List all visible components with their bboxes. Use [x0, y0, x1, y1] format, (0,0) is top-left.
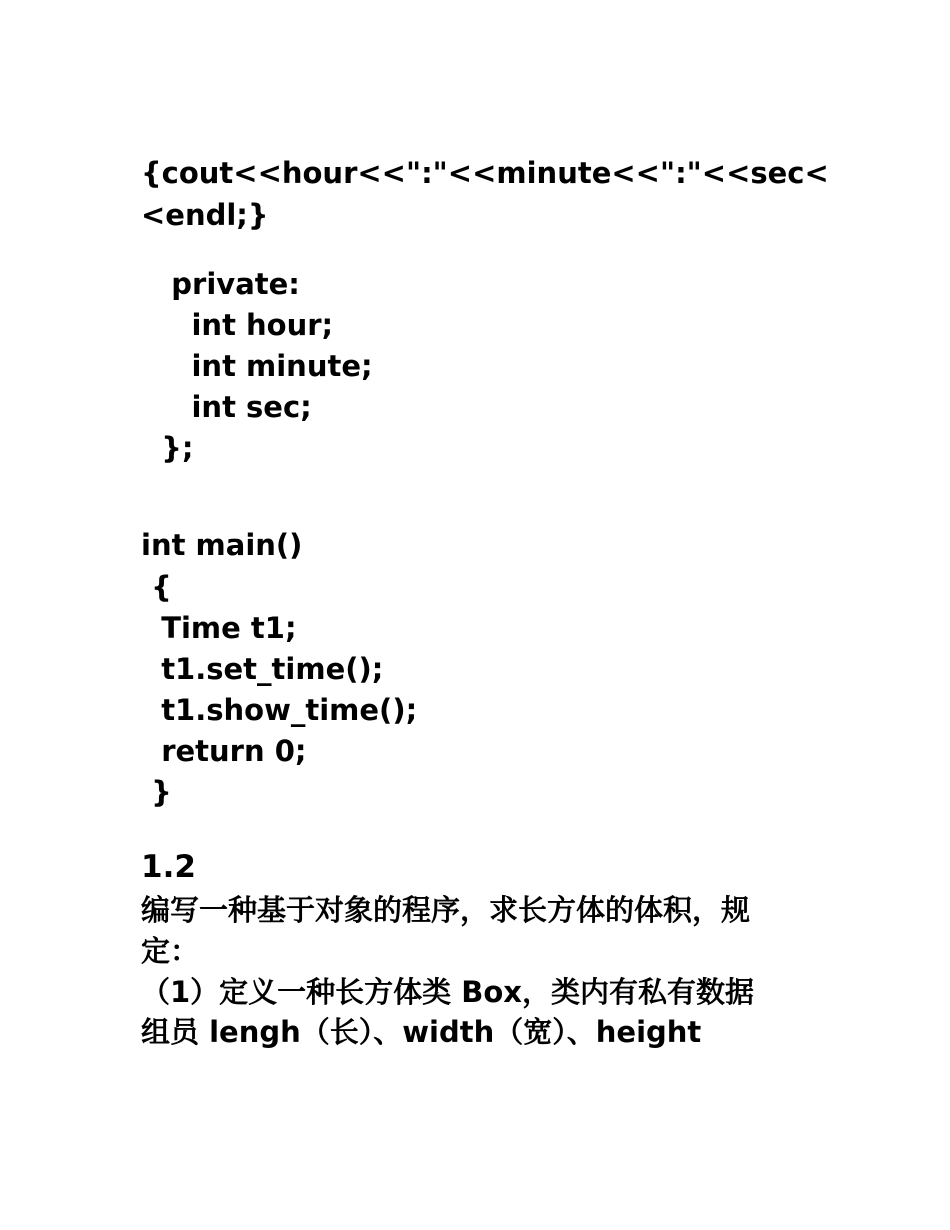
code-line: }	[141, 775, 172, 809]
code-line: {cout<<hour<<":"<<minute<<":"<<sec<	[141, 156, 829, 190]
code-line: int minute;	[141, 349, 373, 383]
paragraph-line: 定：	[141, 934, 200, 968]
code-line: };	[141, 431, 194, 465]
paragraph-line: 组员 lengh（长）、width（宽）、height	[141, 1015, 702, 1049]
code-line: int main()	[141, 528, 303, 562]
code-line: private:	[141, 267, 300, 301]
code-line: return 0;	[141, 734, 307, 768]
paragraph-line: （1）定义一种长方体类 Box，类内有私有数据	[141, 975, 755, 1009]
code-line: int hour;	[141, 308, 334, 342]
code-line: t1.show_time();	[141, 693, 418, 727]
code-line: t1.set_time();	[141, 652, 384, 686]
section-number: 1.2	[141, 849, 196, 885]
code-line: int sec;	[141, 390, 312, 424]
code-line: {	[141, 570, 172, 604]
code-line: <endl;}	[141, 198, 269, 232]
paragraph-line: 编写一种基于对象的程序，求长方体的体积，规	[141, 893, 751, 927]
code-line: Time t1;	[141, 611, 297, 645]
